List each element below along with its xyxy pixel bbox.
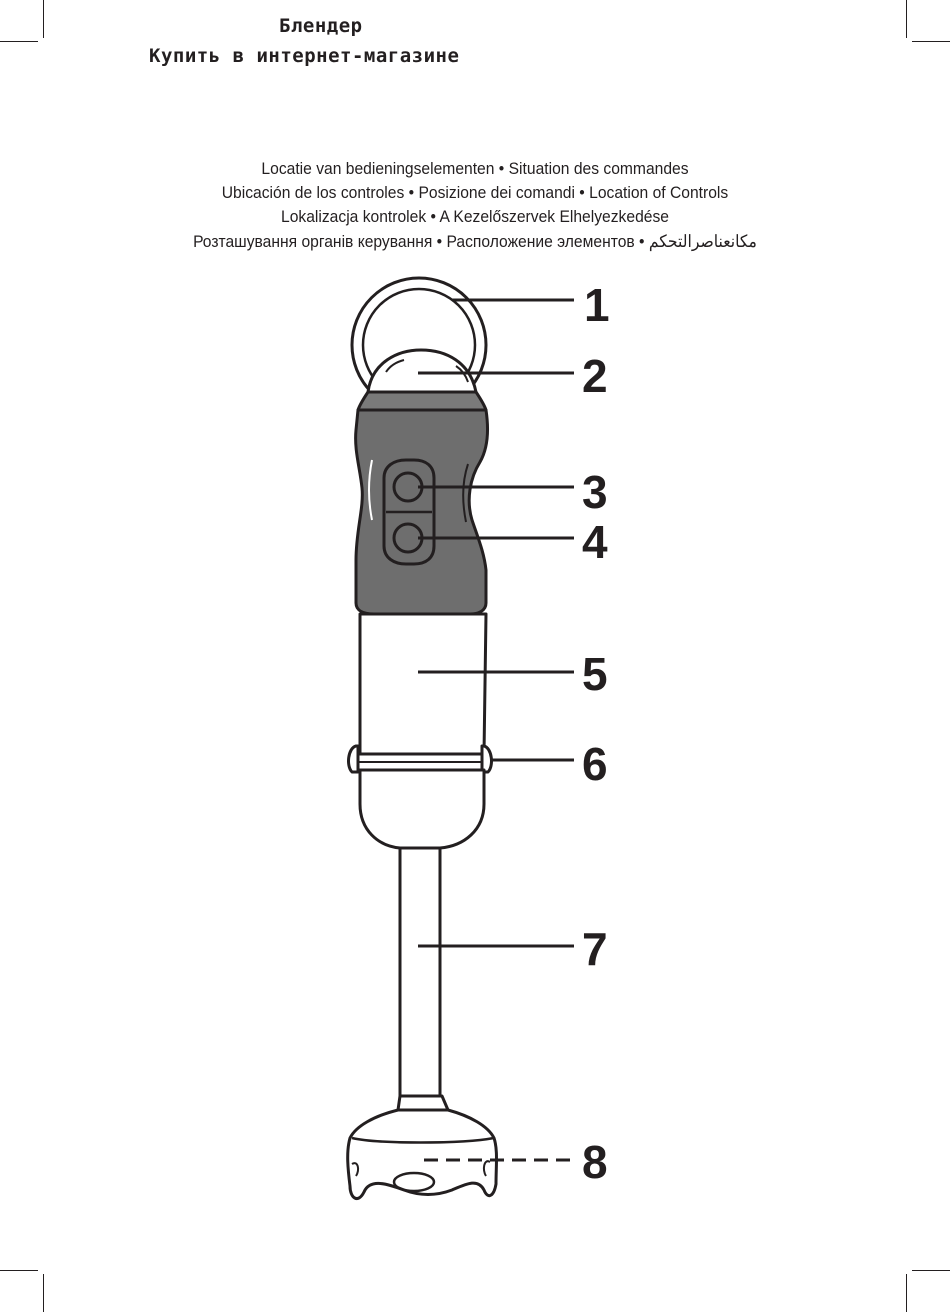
top-dome xyxy=(368,350,476,392)
caption-line-3: Lokalizacja kontrolek • A Kezelőszervek Elhelyezkedése xyxy=(280,207,670,226)
blending-shaft xyxy=(400,848,440,1096)
callout-number-6: 6 xyxy=(582,738,608,790)
callout-number-7: 7 xyxy=(582,923,608,975)
cap-band xyxy=(358,392,486,410)
callout-number-1: 1 xyxy=(584,279,610,331)
caption-line-4: Розташування органів керування • Расположение элементов • مكانعناصرالتحكم xyxy=(193,232,757,251)
page-title: Блендер xyxy=(279,15,363,37)
lower-cup xyxy=(360,770,484,848)
release-button-left xyxy=(349,746,358,772)
motor-housing xyxy=(360,614,486,754)
shaft-collar xyxy=(398,1096,448,1110)
callout-number-2: 2 xyxy=(582,350,608,402)
callout-number-5: 5 xyxy=(582,648,608,700)
callout-number-8: 8 xyxy=(582,1136,608,1188)
caption-line-2: Ubicación de los controles • Posizione dei comandi • Location of Controls xyxy=(221,183,729,202)
caption-line-1: Locatie van bedieningselementen • Situation des commandes xyxy=(261,159,689,178)
page-subtitle-link[interactable]: Купить в интернет-магазине xyxy=(149,45,460,67)
callout-number-4: 4 xyxy=(582,516,608,568)
callout-number-3: 3 xyxy=(582,466,608,518)
blade-guard xyxy=(348,1110,497,1199)
